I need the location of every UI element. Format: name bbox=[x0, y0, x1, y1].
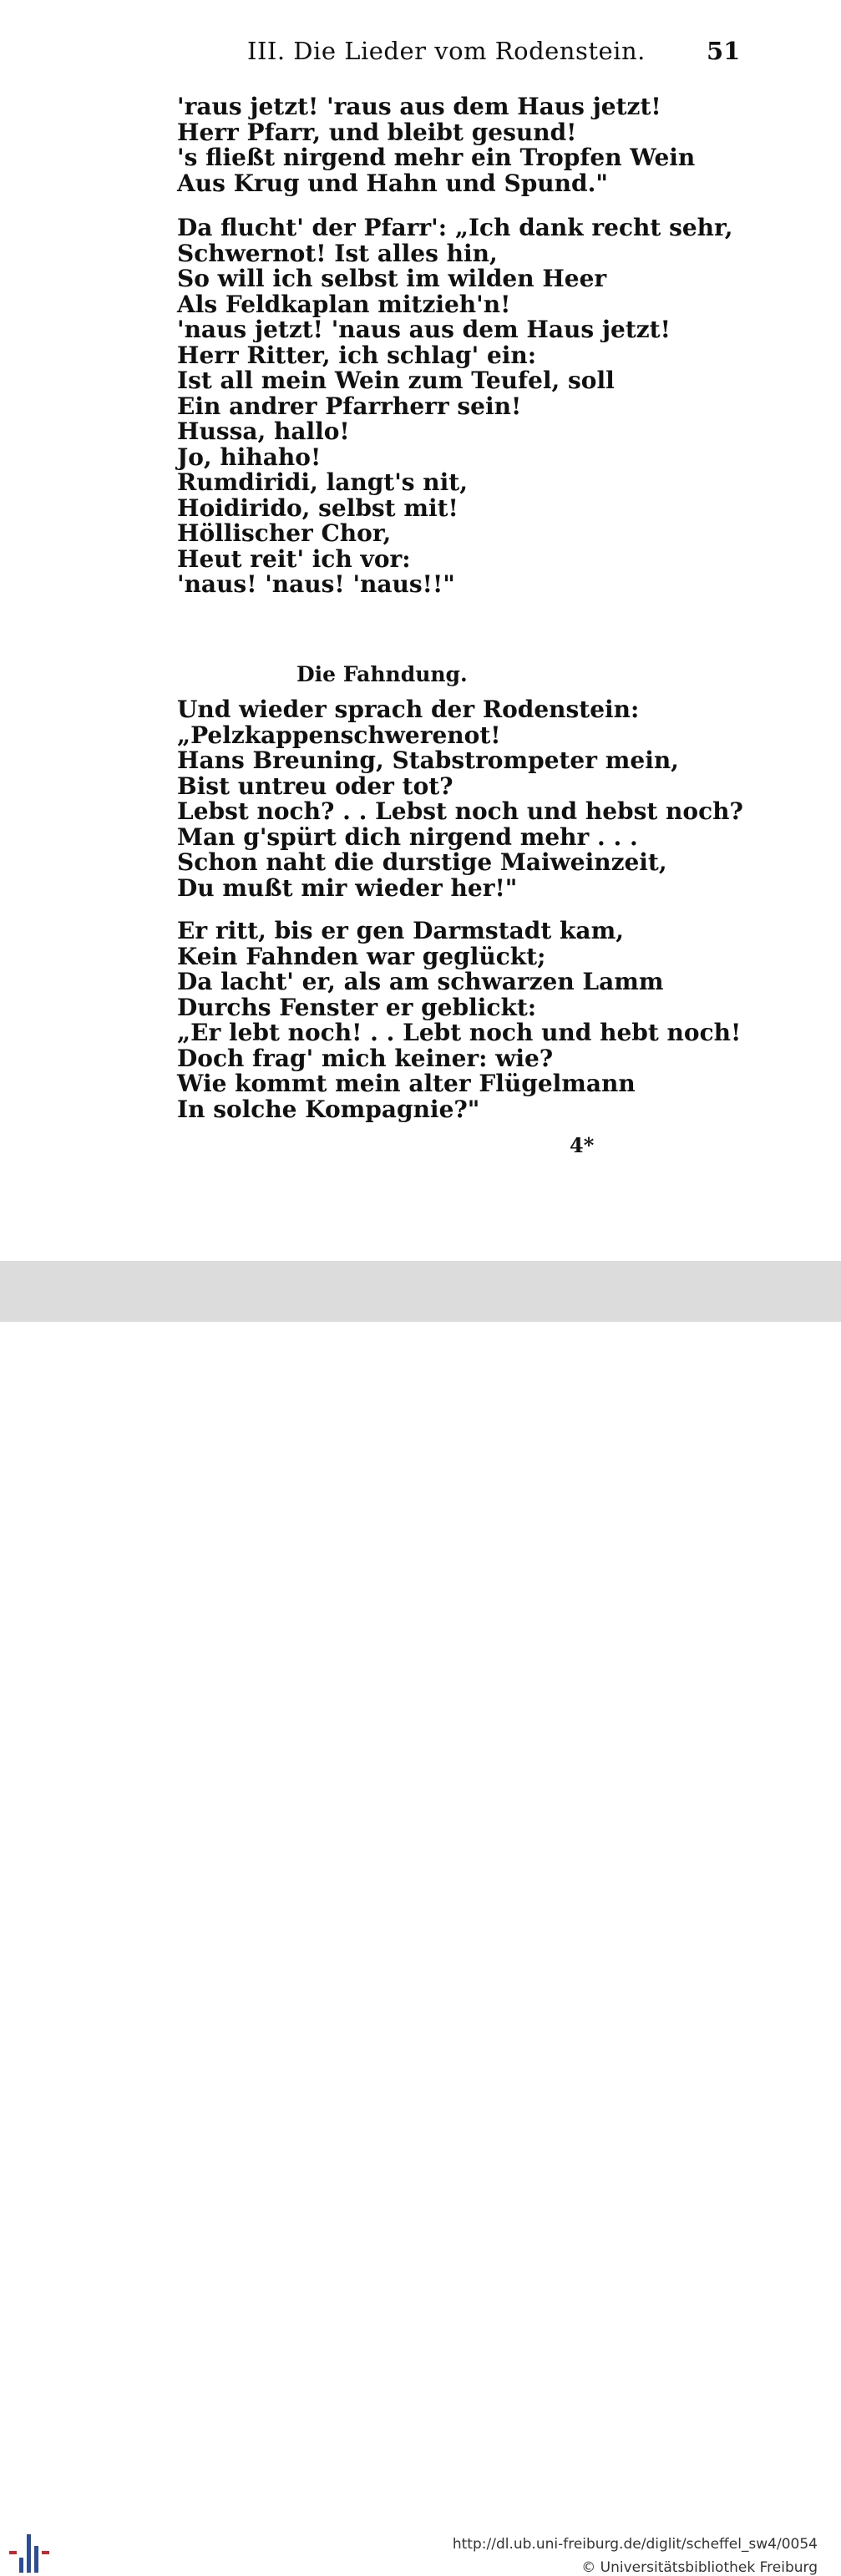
verse-line: Lebst noch? . . Lebst noch und hebst noch? bbox=[177, 797, 743, 825]
verse-line: Doch frag' mich keiner: wie? bbox=[177, 1044, 554, 1072]
verse-line: Bist untreu oder tot? bbox=[177, 772, 453, 800]
logo-bar-blue-1 bbox=[19, 2558, 23, 2573]
viewer-footer bbox=[0, 1261, 841, 2576]
verse-line: Herr Ritter, ich schlag' ein: bbox=[177, 341, 537, 369]
library-logo-icon bbox=[9, 2534, 53, 2573]
verse-line: Kein Fahnden war geglückt; bbox=[177, 942, 546, 970]
copyright-text: © Universitätsbibliothek Freiburg bbox=[581, 2559, 818, 2576]
verse-line: Er ritt, bis er gen Darmstadt kam, bbox=[177, 917, 624, 944]
book-page bbox=[0, 0, 841, 1261]
verse-line: „Pelzkappenschwerenot! bbox=[177, 721, 501, 749]
verse-line: In solche Kompagnie?" bbox=[177, 1095, 480, 1123]
verse-line: Aus Krug und Hahn und Spund." bbox=[177, 169, 608, 197]
logo-bar-blue-2 bbox=[27, 2534, 31, 2573]
verse-line: Jo, hihaho! bbox=[177, 443, 322, 471]
verse-line: „Er lebt noch! . . Lebt noch und hebt noch! bbox=[177, 1019, 742, 1046]
verse-line: 'raus jetzt! 'raus aus dem Haus jetzt! bbox=[177, 93, 661, 120]
verse-line: Als Feldkaplan mitzieh'n! bbox=[177, 290, 511, 318]
verse-line: Ist all mein Wein zum Teufel, soll bbox=[177, 367, 615, 394]
verse-line: Da lacht' er, als am schwarzen Lamm bbox=[177, 968, 664, 995]
running-header: III. Die Lieder vom Rodenstein. bbox=[247, 37, 646, 65]
logo-bar-red-right bbox=[42, 2551, 49, 2554]
verse-line: 's fließt nirgend mehr ein Tropfen Wein bbox=[177, 144, 696, 171]
stanza-top-2 bbox=[177, 215, 732, 598]
verse-line: Rumdiridi, langt's nit, bbox=[177, 468, 468, 496]
verse-line: Hoidiridо, selbst mit! bbox=[177, 493, 458, 522]
verse-line: So will ich selbst im wilden Heer bbox=[177, 265, 607, 292]
verse-line: Durchs Fenster er geblickt: bbox=[177, 993, 537, 1021]
verse-line: Hussa, hallo! bbox=[177, 418, 350, 445]
verse-line: Hans Breuning, Stabstrompeter mein, bbox=[177, 746, 679, 774]
verse-line: Heut reit' ich vor: bbox=[177, 544, 411, 573]
poem-stanza-2 bbox=[177, 919, 741, 1122]
verse-line: 'naus! 'naus! 'naus!!" bbox=[177, 570, 455, 598]
verse-line: Du mußt mir wieder her!" bbox=[177, 873, 518, 902]
verse-line: Da flucht' der Pfarr': „Ich dank recht sehr, bbox=[177, 214, 733, 241]
poem-title: Die Fahndung. bbox=[296, 662, 468, 686]
verse-line: 'naus jetzt! 'naus aus dem Haus jetzt! bbox=[177, 316, 671, 343]
logo-bar-blue-3 bbox=[34, 2546, 38, 2573]
logo-bar-red-left bbox=[9, 2551, 17, 2554]
verse-line: Höllischer Chor, bbox=[177, 519, 392, 547]
verse-line: Und wieder sprach der Rodenstein: bbox=[177, 696, 640, 723]
verse-line: Schon naht die durstige Maiweinzeit, bbox=[177, 848, 667, 876]
verse-line: Herr Pfarr, und bleibt gesund! bbox=[177, 118, 577, 146]
signature-mark: 4* bbox=[570, 1133, 595, 1157]
verse-line: Man g'spürt dich nirgend mehr . . . bbox=[177, 822, 638, 851]
verse-line: Wie kommt mein alter Flügelmann bbox=[177, 1070, 636, 1097]
verse-line: Schwernot! Ist alles hin, bbox=[177, 239, 498, 267]
page-number: 51 bbox=[707, 37, 741, 65]
poem-stanza-1 bbox=[177, 697, 743, 901]
verse-line: Ein andrer Pfarrherr sein! bbox=[177, 392, 522, 420]
stanza-top-1 bbox=[177, 94, 695, 196]
source-url-link[interactable]: http://dl.ub.uni-freiburg.de/diglit/scheffel_sw4/0054 bbox=[452, 2536, 818, 2553]
